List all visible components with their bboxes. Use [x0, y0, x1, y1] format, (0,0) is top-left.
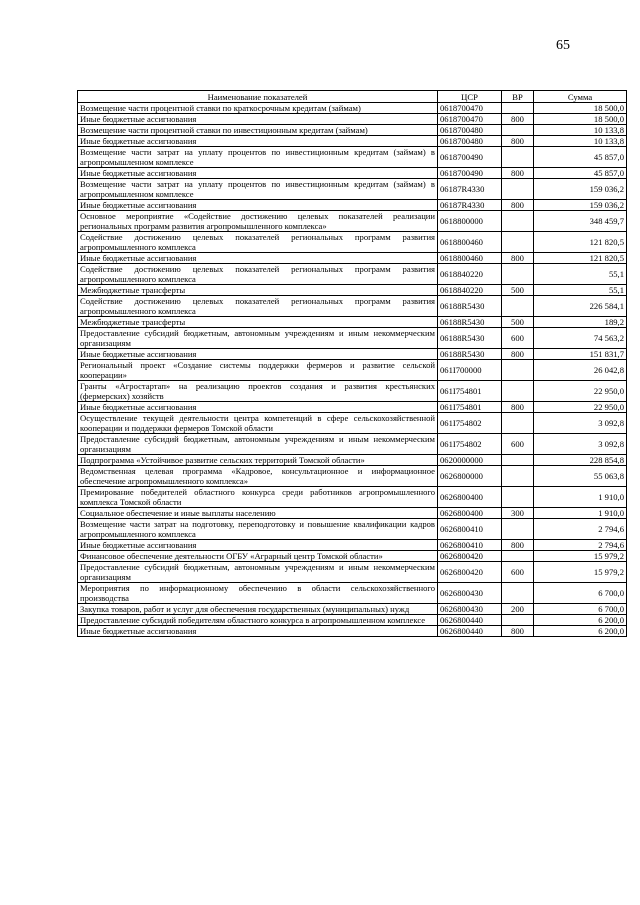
table-row	[78, 328, 627, 349]
row-sum: 2 794,6	[534, 519, 627, 540]
budget-table	[77, 90, 627, 637]
table-row	[78, 114, 627, 125]
row-csr: 0618700480	[438, 136, 502, 147]
table-row	[78, 147, 627, 168]
table-row	[78, 519, 627, 540]
row-csr: 0618700480	[438, 125, 502, 136]
row-sum: 45 857,0	[534, 168, 627, 179]
table-row	[78, 211, 627, 232]
row-sum: 26 042,8	[534, 360, 627, 381]
row-sum: 159 036,2	[534, 200, 627, 211]
row-csr: 0626800420	[438, 551, 502, 562]
row-name: Возмещение части затрат на подготовку, переподготовку и повышение квалификации кадров агропромышленного комплекса	[78, 519, 438, 540]
table-row	[78, 604, 627, 615]
row-csr: 0618840220	[438, 264, 502, 285]
row-vr	[502, 125, 534, 136]
table-row	[78, 583, 627, 604]
table-row	[78, 466, 627, 487]
header-csr: ЦСР	[438, 91, 502, 103]
row-name: Содействие достижению целевых показателей региональных программ развития агропромышленного комплекса	[78, 296, 438, 317]
table-row	[78, 455, 627, 466]
row-csr: 0618800460	[438, 232, 502, 253]
row-sum: 6 200,0	[534, 615, 627, 626]
row-csr: 0626800420	[438, 562, 502, 583]
table-row	[78, 551, 627, 562]
table-row	[78, 615, 627, 626]
row-name: Региональный проект «Создание системы поддержки фермеров и развитие сельской кооперации»	[78, 360, 438, 381]
row-csr: 0618700470	[438, 103, 502, 114]
table-row	[78, 136, 627, 147]
row-csr: 0626800410	[438, 519, 502, 540]
row-name: Подпрограмма «Устойчивое развитие сельских территорий Томской области»	[78, 455, 438, 466]
table-row	[78, 296, 627, 317]
row-vr	[502, 103, 534, 114]
table-row	[78, 434, 627, 455]
table-row	[78, 125, 627, 136]
row-sum: 121 820,5	[534, 232, 627, 253]
row-csr: 0626800430	[438, 583, 502, 604]
row-name: Содействие достижению целевых показателей региональных программ развития агропромышленного комплекса	[78, 232, 438, 253]
table-row	[78, 179, 627, 200]
row-name: Иные бюджетные ассигнования	[78, 349, 438, 360]
row-vr: 800	[502, 136, 534, 147]
row-vr: 800	[502, 168, 534, 179]
row-csr: 061I754802	[438, 413, 502, 434]
row-name: Закупка товаров, работ и услуг для обеспечения государственных (муниципальных) нужд	[78, 604, 438, 615]
row-sum: 228 854,8	[534, 455, 627, 466]
row-sum: 6 700,0	[534, 583, 627, 604]
row-name: Иные бюджетные ассигнования	[78, 114, 438, 125]
row-vr	[502, 455, 534, 466]
row-name: Иные бюджетные ассигнования	[78, 253, 438, 264]
table-row	[78, 264, 627, 285]
header-row	[78, 91, 627, 103]
row-vr: 500	[502, 285, 534, 296]
row-csr: 061I754801	[438, 402, 502, 413]
row-name: Межбюджетные трансферты	[78, 285, 438, 296]
row-sum: 18 500,0	[534, 103, 627, 114]
row-sum: 1 910,0	[534, 487, 627, 508]
row-sum: 121 820,5	[534, 253, 627, 264]
table-row	[78, 285, 627, 296]
row-vr	[502, 360, 534, 381]
row-sum: 159 036,2	[534, 179, 627, 200]
row-sum: 15 979,2	[534, 562, 627, 583]
row-sum: 6 700,0	[534, 604, 627, 615]
row-sum: 22 950,0	[534, 402, 627, 413]
row-csr: 0626800000	[438, 466, 502, 487]
table-row	[78, 381, 627, 402]
row-name: Иные бюджетные ассигнования	[78, 200, 438, 211]
row-sum: 18 500,0	[534, 114, 627, 125]
row-vr: 800	[502, 253, 534, 264]
row-vr	[502, 466, 534, 487]
row-name: Возмещение части процентной ставки по инвестиционным кредитам (займам)	[78, 125, 438, 136]
row-csr: 06188R5430	[438, 317, 502, 328]
row-name: Осуществление текущей деятельности центра компетенций в сфере сельскохозяйственной кооперации и поддержки фермеров Томской области	[78, 413, 438, 434]
row-sum: 1 910,0	[534, 508, 627, 519]
row-sum: 10 133,8	[534, 125, 627, 136]
row-csr: 0626800400	[438, 487, 502, 508]
row-sum: 55,1	[534, 285, 627, 296]
row-name: Содействие достижению целевых показателей региональных программ развития агропромышленного комплекса	[78, 264, 438, 285]
row-vr	[502, 583, 534, 604]
table-row	[78, 168, 627, 179]
row-vr	[502, 147, 534, 168]
row-vr: 800	[502, 349, 534, 360]
row-sum: 2 794,6	[534, 540, 627, 551]
row-name: Возмещение части процентной ставки по краткосрочным кредитам (займам)	[78, 103, 438, 114]
row-vr: 800	[502, 540, 534, 551]
row-sum: 348 459,7	[534, 211, 627, 232]
row-csr: 0618840220	[438, 285, 502, 296]
table-row	[78, 508, 627, 519]
row-name: Иные бюджетные ассигнования	[78, 402, 438, 413]
row-sum: 10 133,8	[534, 136, 627, 147]
row-csr: 06187R4330	[438, 179, 502, 200]
table-row	[78, 232, 627, 253]
row-name: Мероприятия по информационному обеспечению в области сельскохозяйственного производства	[78, 583, 438, 604]
row-csr: 061I700000	[438, 360, 502, 381]
row-vr	[502, 519, 534, 540]
row-name: Премирование победителей областного конкурса среди работников агропромышленного комплекса Томской области	[78, 487, 438, 508]
row-vr: 300	[502, 508, 534, 519]
row-csr: 06188R5430	[438, 328, 502, 349]
row-csr: 06187R4330	[438, 200, 502, 211]
row-csr: 0618800000	[438, 211, 502, 232]
row-sum: 15 979,2	[534, 551, 627, 562]
row-name: Основное мероприятие «Содействие достижению целевых показателей реализации региональных программ развития агропромышленного комплекса»	[78, 211, 438, 232]
row-csr: 0626800410	[438, 540, 502, 551]
row-name: Предоставление субсидий бюджетным, автономным учреждениям и иным некоммерческим организациям	[78, 328, 438, 349]
row-vr	[502, 551, 534, 562]
table-row	[78, 349, 627, 360]
row-sum: 3 092,8	[534, 434, 627, 455]
table-body	[78, 103, 627, 637]
row-csr: 0618800460	[438, 253, 502, 264]
header-vr: ВР	[502, 91, 534, 103]
row-vr	[502, 381, 534, 402]
header-name: Наименование показателей	[78, 91, 438, 103]
row-csr: 0626800400	[438, 508, 502, 519]
row-csr: 0626800440	[438, 626, 502, 637]
row-vr: 600	[502, 562, 534, 583]
row-sum: 55,1	[534, 264, 627, 285]
row-sum: 226 584,1	[534, 296, 627, 317]
row-csr: 06188R5430	[438, 349, 502, 360]
row-name: Гранты «Агростартап» на реализацию проектов создания и развития крестьянских (фермерских) хозяйств	[78, 381, 438, 402]
page-number: 65	[556, 38, 570, 53]
row-vr: 600	[502, 434, 534, 455]
row-csr: 0620000000	[438, 455, 502, 466]
row-csr: 06188R5430	[438, 296, 502, 317]
row-vr	[502, 296, 534, 317]
row-csr: 0626800440	[438, 615, 502, 626]
table-row	[78, 103, 627, 114]
row-vr: 600	[502, 328, 534, 349]
row-name: Возмещение части затрат на уплату процентов по инвестиционным кредитам (займам) в агропромышленном комплексе	[78, 147, 438, 168]
row-name: Иные бюджетные ассигнования	[78, 626, 438, 637]
row-csr: 0626800430	[438, 604, 502, 615]
row-vr: 800	[502, 200, 534, 211]
table-row	[78, 200, 627, 211]
row-sum: 22 950,0	[534, 381, 627, 402]
row-name: Предоставление субсидий победителям областного конкурса в агропромышленном комплексе	[78, 615, 438, 626]
table-header	[78, 91, 627, 103]
table-row	[78, 540, 627, 551]
row-vr: 800	[502, 402, 534, 413]
row-vr: 200	[502, 604, 534, 615]
table-row	[78, 402, 627, 413]
header-sum: Сумма	[534, 91, 627, 103]
row-vr	[502, 264, 534, 285]
row-csr: 0618700470	[438, 114, 502, 125]
row-sum: 6 200,0	[534, 626, 627, 637]
row-name: Ведомственная целевая программа «Кадровое, консультационное и информационное обеспечение агропромышленного комплекса»	[78, 466, 438, 487]
row-vr: 800	[502, 114, 534, 125]
row-vr	[502, 179, 534, 200]
row-csr: 061I754801	[438, 381, 502, 402]
row-sum: 151 831,7	[534, 349, 627, 360]
row-sum: 45 857,0	[534, 147, 627, 168]
table-row	[78, 360, 627, 381]
row-name: Иные бюджетные ассигнования	[78, 540, 438, 551]
table-row	[78, 562, 627, 583]
row-name: Возмещение части затрат на уплату процентов по инвестиционным кредитам (займам) в агропромышленном комплексе	[78, 179, 438, 200]
row-csr: 061I754802	[438, 434, 502, 455]
row-vr	[502, 487, 534, 508]
row-name: Иные бюджетные ассигнования	[78, 136, 438, 147]
table-row	[78, 317, 627, 328]
row-csr: 0618700490	[438, 168, 502, 179]
row-vr	[502, 211, 534, 232]
table-row	[78, 413, 627, 434]
table-row	[78, 626, 627, 637]
row-vr	[502, 615, 534, 626]
row-vr	[502, 413, 534, 434]
row-vr: 800	[502, 626, 534, 637]
row-sum: 3 092,8	[534, 413, 627, 434]
row-name: Предоставление субсидий бюджетным, автономным учреждениям и иным некоммерческим организациям	[78, 434, 438, 455]
row-sum: 55 063,8	[534, 466, 627, 487]
row-name: Предоставление субсидий бюджетным, автономным учреждениям и иным некоммерческим организациям	[78, 562, 438, 583]
row-name: Иные бюджетные ассигнования	[78, 168, 438, 179]
row-sum: 74 563,2	[534, 328, 627, 349]
row-name: Межбюджетные трансферты	[78, 317, 438, 328]
row-vr: 500	[502, 317, 534, 328]
row-name: Финансовое обеспечение деятельности ОГБУ «Аграрный центр Томской области»	[78, 551, 438, 562]
row-csr: 0618700490	[438, 147, 502, 168]
table-row	[78, 487, 627, 508]
row-sum: 189,2	[534, 317, 627, 328]
row-name: Социальное обеспечение и иные выплаты населению	[78, 508, 438, 519]
table-row	[78, 253, 627, 264]
row-vr	[502, 232, 534, 253]
